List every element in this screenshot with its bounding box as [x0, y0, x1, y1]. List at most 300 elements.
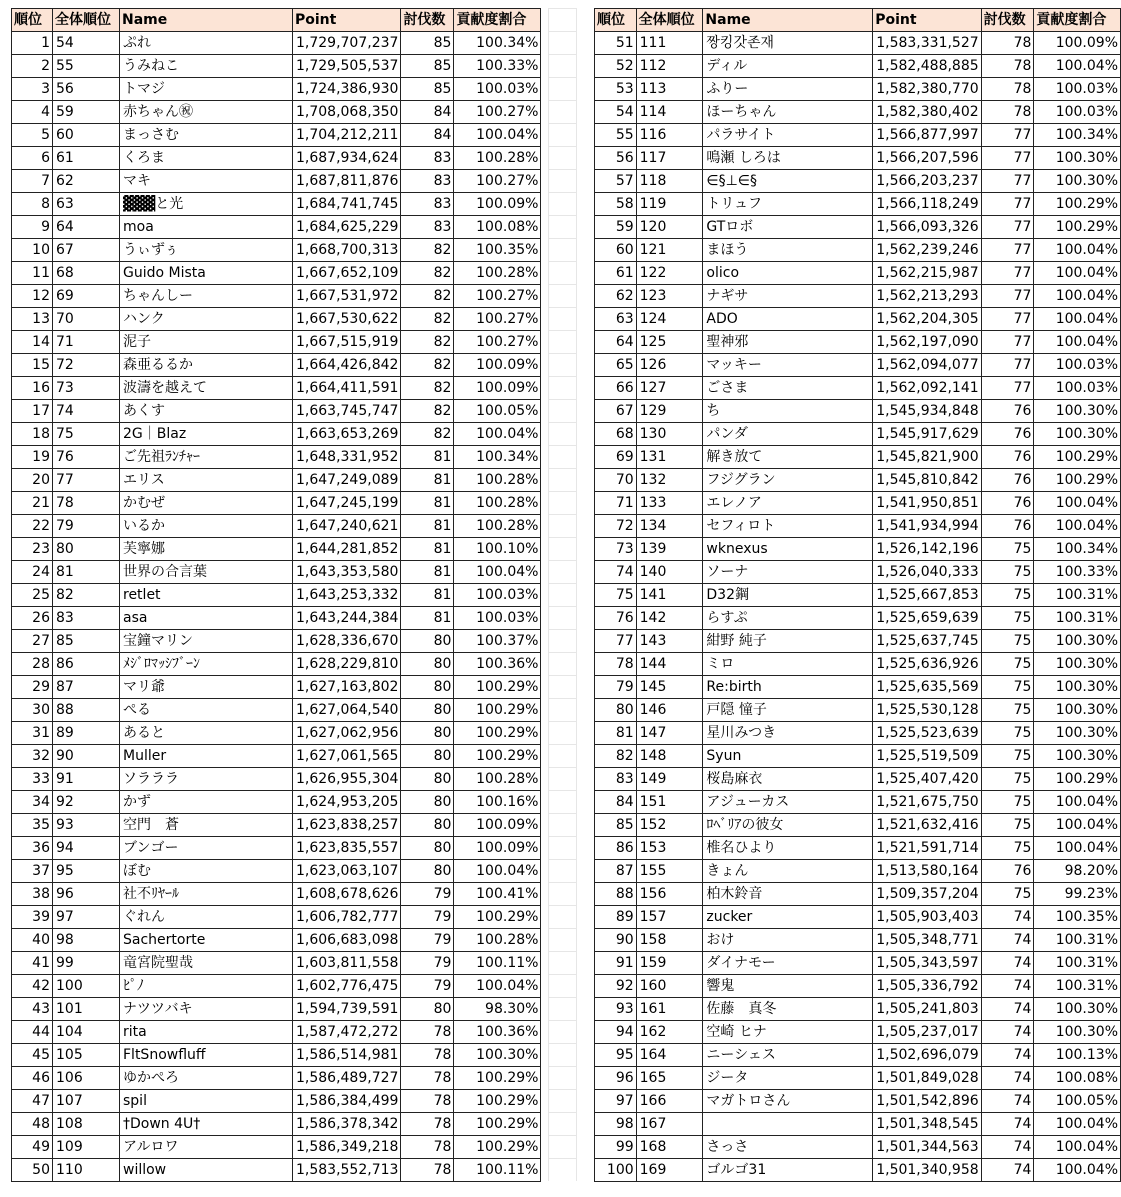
spreadsheet-gridlines	[548, 8, 577, 1181]
cell-contribution: 100.31%	[1034, 929, 1121, 952]
cell-point: 1,643,253,332	[293, 584, 401, 607]
cell-contribution: 100.29%	[454, 745, 541, 768]
cell-player-name: †Down 4U†	[120, 1113, 293, 1136]
cell-player-name: olico	[703, 262, 873, 285]
cell-rank: 17	[12, 400, 53, 423]
cell-overall-rank: 167	[636, 1113, 703, 1136]
cell-kills: 80	[401, 653, 454, 676]
cell-point: 1,628,336,670	[293, 630, 401, 653]
cell-point: 1,525,667,853	[873, 584, 981, 607]
cell-kills: 75	[981, 653, 1034, 676]
cell-rank: 65	[595, 354, 637, 377]
cell-overall-rank: 160	[636, 975, 703, 998]
table-row	[595, 699, 1121, 722]
table-row	[595, 354, 1121, 377]
cell-player-name: 空門 蒼	[120, 814, 293, 837]
cell-point: 1,562,204,305	[873, 308, 981, 331]
cell-overall-rank: 87	[53, 676, 120, 699]
table-row	[595, 998, 1121, 1021]
cell-contribution: 100.31%	[1034, 584, 1121, 607]
cell-player-name: フジグラン	[703, 469, 873, 492]
cell-point: 1,521,632,416	[873, 814, 981, 837]
cell-rank: 47	[12, 1090, 53, 1113]
cell-overall-rank: 119	[636, 193, 703, 216]
cell-player-name: asa	[120, 607, 293, 630]
cell-point: 1,545,821,900	[873, 446, 981, 469]
cell-player-name: パラサイト	[703, 124, 873, 147]
cell-player-name: 椎名ひより	[703, 837, 873, 860]
cell-rank: 87	[595, 860, 637, 883]
cell-contribution: 100.04%	[454, 423, 541, 446]
cell-contribution: 100.29%	[454, 1113, 541, 1136]
cell-kills: 80	[401, 837, 454, 860]
cell-point: 1,586,384,499	[293, 1090, 401, 1113]
table-row	[595, 101, 1121, 124]
cell-overall-rank: 153	[636, 837, 703, 860]
cell-contribution: 100.04%	[454, 975, 541, 998]
cell-kills: 82	[401, 377, 454, 400]
cell-point: 1,525,407,420	[873, 768, 981, 791]
cell-point: 1,541,950,851	[873, 492, 981, 515]
cell-kills: 77	[981, 239, 1034, 262]
cell-player-name: ∈§⊥∈§	[703, 170, 873, 193]
table-row	[595, 929, 1121, 952]
cell-rank: 1	[12, 32, 53, 55]
cell-overall-rank: 109	[53, 1136, 120, 1159]
cell-contribution: 100.03%	[454, 584, 541, 607]
cell-overall-rank: 164	[636, 1044, 703, 1067]
cell-player-name: らすぷ	[703, 607, 873, 630]
cell-player-name: ▓▓▓と光	[120, 193, 293, 216]
cell-overall-rank: 69	[53, 285, 120, 308]
cell-contribution: 100.31%	[1034, 952, 1121, 975]
cell-point: 1,647,240,621	[293, 515, 401, 538]
cell-contribution: 100.04%	[1034, 1113, 1121, 1136]
cell-rank: 39	[12, 906, 53, 929]
table-row	[595, 285, 1121, 308]
cell-kills: 75	[981, 630, 1034, 653]
cell-rank: 99	[595, 1136, 637, 1159]
cell-rank: 95	[595, 1044, 637, 1067]
cell-player-name: ナツツバキ	[120, 998, 293, 1021]
cell-kills: 76	[981, 400, 1034, 423]
cell-overall-rank: 63	[53, 193, 120, 216]
cell-overall-rank: 90	[53, 745, 120, 768]
cell-kills: 85	[401, 55, 454, 78]
cell-point: 1,667,530,622	[293, 308, 401, 331]
cell-kills: 78	[401, 1159, 454, 1182]
cell-point: 1,505,237,017	[873, 1021, 981, 1044]
cell-point: 1,623,838,257	[293, 814, 401, 837]
table-row	[595, 768, 1121, 791]
table-row	[595, 193, 1121, 216]
table-row	[12, 193, 541, 216]
cell-contribution: 100.09%	[1034, 32, 1121, 55]
cell-kills: 80	[401, 699, 454, 722]
cell-contribution: 100.04%	[1034, 492, 1121, 515]
cell-player-name: ディル	[703, 55, 873, 78]
table-row	[595, 147, 1121, 170]
cell-overall-rank: 152	[636, 814, 703, 837]
cell-rank: 18	[12, 423, 53, 446]
cell-player-name: 響鬼	[703, 975, 873, 998]
cell-contribution: 100.34%	[454, 446, 541, 469]
cell-rank: 78	[595, 653, 637, 676]
cell-point: 1,602,776,475	[293, 975, 401, 998]
cell-contribution: 100.30%	[1034, 745, 1121, 768]
cell-rank: 51	[595, 32, 637, 55]
cell-point: 1,566,207,596	[873, 147, 981, 170]
cell-point: 1,541,934,994	[873, 515, 981, 538]
cell-point: 1,627,061,565	[293, 745, 401, 768]
cell-kills: 74	[981, 975, 1034, 998]
cell-kills: 76	[981, 469, 1034, 492]
cell-contribution: 100.34%	[454, 32, 541, 55]
cell-player-name: 짱킹갓존재	[703, 32, 873, 55]
cell-rank: 13	[12, 308, 53, 331]
cell-overall-rank: 91	[53, 768, 120, 791]
cell-rank: 62	[595, 285, 637, 308]
cell-player-name: 解き放て	[703, 446, 873, 469]
cell-contribution: 100.30%	[1034, 653, 1121, 676]
cell-contribution: 100.09%	[454, 193, 541, 216]
cell-kills: 77	[981, 147, 1034, 170]
cell-point: 1,525,530,128	[873, 699, 981, 722]
cell-overall-rank: 98	[53, 929, 120, 952]
cell-overall-rank: 99	[53, 952, 120, 975]
cell-overall-rank: 88	[53, 699, 120, 722]
cell-kills: 82	[401, 331, 454, 354]
cell-player-name: 鳴瀬 しろは	[703, 147, 873, 170]
table-row	[12, 1021, 541, 1044]
cell-point: 1,521,591,714	[873, 837, 981, 860]
cell-overall-rank: 127	[636, 377, 703, 400]
cell-contribution: 100.10%	[454, 538, 541, 561]
cell-rank: 69	[595, 446, 637, 469]
table-row	[12, 561, 541, 584]
cell-rank: 41	[12, 952, 53, 975]
cell-player-name: Syun	[703, 745, 873, 768]
cell-kills: 74	[981, 906, 1034, 929]
cell-contribution: 100.13%	[1034, 1044, 1121, 1067]
cell-player-name: アルロワ	[120, 1136, 293, 1159]
cell-kills: 80	[401, 745, 454, 768]
cell-overall-rank: 81	[53, 561, 120, 584]
header-contribution: 貢献度割合	[1034, 9, 1121, 32]
cell-kills: 84	[401, 124, 454, 147]
cell-kills: 75	[981, 561, 1034, 584]
cell-rank: 54	[595, 101, 637, 124]
cell-player-name: きょん	[703, 860, 873, 883]
cell-point: 1,562,094,077	[873, 354, 981, 377]
cell-kills: 77	[981, 262, 1034, 285]
cell-rank: 86	[595, 837, 637, 860]
cell-kills: 82	[401, 423, 454, 446]
cell-player-name: セフィロト	[703, 515, 873, 538]
cell-kills: 80	[401, 791, 454, 814]
cell-rank: 36	[12, 837, 53, 860]
cell-player-name: トリュフ	[703, 193, 873, 216]
cell-contribution: 100.30%	[1034, 699, 1121, 722]
cell-overall-rank: 104	[53, 1021, 120, 1044]
cell-overall-rank: 93	[53, 814, 120, 837]
cell-rank: 57	[595, 170, 637, 193]
cell-kills: 75	[981, 538, 1034, 561]
cell-kills: 79	[401, 883, 454, 906]
cell-overall-rank: 114	[636, 101, 703, 124]
cell-contribution: 100.04%	[454, 124, 541, 147]
table-row	[595, 630, 1121, 653]
cell-rank: 52	[595, 55, 637, 78]
cell-kills: 75	[981, 883, 1034, 906]
cell-player-name: エレノア	[703, 492, 873, 515]
cell-player-name: ぼむ	[120, 860, 293, 883]
cell-rank: 7	[12, 170, 53, 193]
cell-kills: 81	[401, 538, 454, 561]
cell-contribution: 100.03%	[454, 607, 541, 630]
cell-kills: 81	[401, 446, 454, 469]
cell-player-name: ﾋﾟﾉ	[120, 975, 293, 998]
cell-player-name: うぃずぅ	[120, 239, 293, 262]
table-row	[595, 1044, 1121, 1067]
cell-player-name: さっさ	[703, 1136, 873, 1159]
table-row	[595, 906, 1121, 929]
cell-contribution: 100.28%	[454, 515, 541, 538]
cell-rank: 15	[12, 354, 53, 377]
table-row	[595, 745, 1121, 768]
table-row	[595, 239, 1121, 262]
cell-overall-rank: 166	[636, 1090, 703, 1113]
cell-rank: 97	[595, 1090, 637, 1113]
cell-rank: 72	[595, 515, 637, 538]
header-point: Point	[873, 9, 981, 32]
cell-kills: 81	[401, 607, 454, 630]
cell-point: 1,525,659,639	[873, 607, 981, 630]
cell-overall-rank: 73	[53, 377, 120, 400]
cell-contribution: 100.35%	[454, 239, 541, 262]
table-row	[595, 32, 1121, 55]
table-row	[595, 1159, 1121, 1182]
cell-overall-rank: 74	[53, 400, 120, 423]
cell-contribution: 100.33%	[1034, 561, 1121, 584]
cell-rank: 82	[595, 745, 637, 768]
cell-player-name: Sachertorte	[120, 929, 293, 952]
cell-contribution: 100.31%	[1034, 975, 1121, 998]
cell-rank: 16	[12, 377, 53, 400]
header-point: Point	[293, 9, 401, 32]
cell-player-name: 紺野 純子	[703, 630, 873, 653]
cell-point: 1,502,696,079	[873, 1044, 981, 1067]
cell-contribution: 100.04%	[454, 561, 541, 584]
cell-overall-rank: 142	[636, 607, 703, 630]
cell-kills: 75	[981, 607, 1034, 630]
cell-kills: 75	[981, 699, 1034, 722]
cell-contribution: 100.27%	[454, 101, 541, 124]
cell-rank: 58	[595, 193, 637, 216]
cell-overall-rank: 62	[53, 170, 120, 193]
table-row	[12, 791, 541, 814]
cell-kills: 78	[981, 78, 1034, 101]
cell-overall-rank: 168	[636, 1136, 703, 1159]
cell-player-name: まっさむ	[120, 124, 293, 147]
cell-contribution: 100.29%	[454, 1136, 541, 1159]
cell-kills: 85	[401, 78, 454, 101]
table-row	[12, 952, 541, 975]
cell-player-name: Guido Mista	[120, 262, 293, 285]
cell-overall-rank: 75	[53, 423, 120, 446]
cell-contribution: 100.27%	[454, 331, 541, 354]
table-row	[595, 584, 1121, 607]
cell-kills: 74	[981, 998, 1034, 1021]
cell-kills: 82	[401, 262, 454, 285]
cell-point: 1,501,344,563	[873, 1136, 981, 1159]
cell-contribution: 100.35%	[1034, 906, 1121, 929]
cell-point: 1,582,488,885	[873, 55, 981, 78]
cell-rank: 22	[12, 515, 53, 538]
table-row	[12, 929, 541, 952]
cell-overall-rank: 120	[636, 216, 703, 239]
cell-contribution: 100.16%	[454, 791, 541, 814]
cell-contribution: 100.31%	[1034, 607, 1121, 630]
cell-overall-rank: 151	[636, 791, 703, 814]
cell-overall-rank: 149	[636, 768, 703, 791]
cell-point: 1,505,336,792	[873, 975, 981, 998]
cell-player-name: うみねこ	[120, 55, 293, 78]
cell-player-name: ゴルゴ31	[703, 1159, 873, 1182]
cell-contribution: 100.41%	[454, 883, 541, 906]
cell-point: 1,562,213,293	[873, 285, 981, 308]
cell-contribution: 100.30%	[1034, 676, 1121, 699]
header-overall-rank: 全体順位	[53, 9, 120, 32]
cell-rank: 63	[595, 308, 637, 331]
cell-rank: 98	[595, 1113, 637, 1136]
header-rank: 順位	[12, 9, 53, 32]
cell-overall-rank: 95	[53, 860, 120, 883]
table-row	[12, 515, 541, 538]
cell-contribution: 100.33%	[454, 55, 541, 78]
cell-overall-rank: 147	[636, 722, 703, 745]
cell-player-name: 森亜るるか	[120, 354, 293, 377]
cell-kills: 74	[981, 1021, 1034, 1044]
cell-point: 1,501,348,545	[873, 1113, 981, 1136]
cell-kills: 75	[981, 837, 1034, 860]
cell-contribution: 100.30%	[1034, 423, 1121, 446]
cell-point: 1,566,877,997	[873, 124, 981, 147]
cell-kills: 76	[981, 423, 1034, 446]
cell-point: 1,667,531,972	[293, 285, 401, 308]
table-row	[12, 676, 541, 699]
cell-player-name: かず	[120, 791, 293, 814]
table-row	[595, 883, 1121, 906]
table-row	[595, 791, 1121, 814]
cell-contribution: 100.30%	[1034, 722, 1121, 745]
cell-contribution: 100.09%	[454, 354, 541, 377]
cell-point: 1,644,281,852	[293, 538, 401, 561]
cell-point: 1,603,811,558	[293, 952, 401, 975]
cell-contribution: 100.04%	[1034, 515, 1121, 538]
cell-player-name: wknexus	[703, 538, 873, 561]
cell-kills: 83	[401, 170, 454, 193]
cell-contribution: 100.28%	[454, 492, 541, 515]
cell-kills: 74	[981, 1090, 1034, 1113]
cell-rank: 9	[12, 216, 53, 239]
table-row	[595, 814, 1121, 837]
cell-contribution: 100.30%	[1034, 147, 1121, 170]
cell-kills: 83	[401, 216, 454, 239]
cell-rank: 92	[595, 975, 637, 998]
table-row	[12, 101, 541, 124]
header-row	[12, 9, 541, 32]
cell-overall-rank: 130	[636, 423, 703, 446]
cell-kills: 77	[981, 354, 1034, 377]
cell-point: 1,526,142,196	[873, 538, 981, 561]
cell-point: 1,687,934,624	[293, 147, 401, 170]
cell-contribution: 100.04%	[1034, 1159, 1121, 1182]
header-name: Name	[703, 9, 873, 32]
cell-point: 1,566,203,237	[873, 170, 981, 193]
cell-point: 1,525,523,639	[873, 722, 981, 745]
cell-player-name: ぺる	[120, 699, 293, 722]
cell-point: 1,627,163,802	[293, 676, 401, 699]
table-row	[12, 1044, 541, 1067]
cell-contribution: 100.09%	[454, 814, 541, 837]
cell-rank: 70	[595, 469, 637, 492]
cell-point: 1,594,739,591	[293, 998, 401, 1021]
cell-kills: 74	[981, 1136, 1034, 1159]
cell-point: 1,628,229,810	[293, 653, 401, 676]
cell-overall-rank: 54	[53, 32, 120, 55]
cell-rank: 79	[595, 676, 637, 699]
cell-overall-rank: 123	[636, 285, 703, 308]
cell-overall-rank: 64	[53, 216, 120, 239]
cell-rank: 42	[12, 975, 53, 998]
cell-rank: 60	[595, 239, 637, 262]
table-row	[595, 262, 1121, 285]
cell-player-name: ご先祖ﾗﾝﾁｬｰ	[120, 446, 293, 469]
cell-player-name: エリス	[120, 469, 293, 492]
cell-overall-rank: 80	[53, 538, 120, 561]
cell-contribution: 100.29%	[454, 1090, 541, 1113]
cell-player-name: ハンク	[120, 308, 293, 331]
cell-contribution: 100.04%	[454, 860, 541, 883]
cell-point: 1,623,063,107	[293, 860, 401, 883]
cell-point: 1,562,092,141	[873, 377, 981, 400]
table-row	[595, 216, 1121, 239]
table-row	[595, 446, 1121, 469]
cell-kills: 82	[401, 400, 454, 423]
cell-overall-rank: 97	[53, 906, 120, 929]
cell-contribution: 100.08%	[454, 216, 541, 239]
cell-contribution: 98.20%	[1034, 860, 1121, 883]
cell-overall-rank: 165	[636, 1067, 703, 1090]
cell-point: 1,668,700,313	[293, 239, 401, 262]
cell-rank: 100	[595, 1159, 637, 1182]
table-row	[12, 768, 541, 791]
cell-contribution: 100.04%	[1034, 239, 1121, 262]
header-row	[595, 9, 1121, 32]
table-row	[12, 584, 541, 607]
cell-rank: 68	[595, 423, 637, 446]
cell-player-name: 赤ちゃん㊗	[120, 101, 293, 124]
cell-kills: 82	[401, 354, 454, 377]
cell-rank: 21	[12, 492, 53, 515]
cell-rank: 43	[12, 998, 53, 1021]
cell-contribution: 100.05%	[454, 400, 541, 423]
cell-kills: 77	[981, 193, 1034, 216]
cell-player-name: トマジ	[120, 78, 293, 101]
table-row	[12, 377, 541, 400]
cell-contribution: 100.04%	[1034, 1136, 1121, 1159]
